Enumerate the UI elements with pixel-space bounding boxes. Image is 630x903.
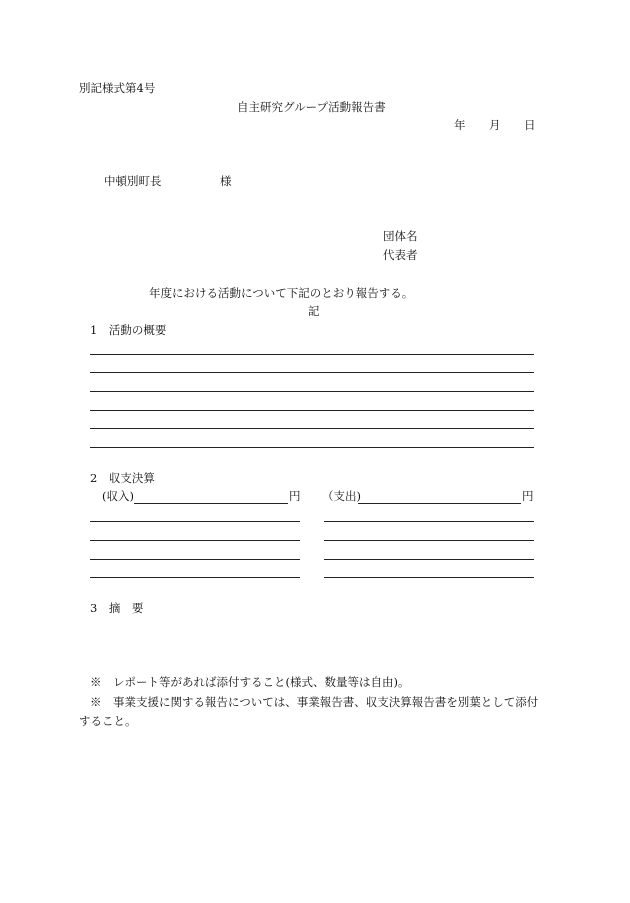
- section3-heading: 3 摘 要: [90, 601, 144, 615]
- writing-line: [324, 559, 534, 560]
- income-yen: 円: [289, 489, 301, 503]
- writing-line: [90, 447, 534, 448]
- income-label: (収入): [102, 489, 134, 503]
- date-year: 年: [454, 118, 466, 132]
- note-2: ※ 事業支援に関する報告については、事業報告書、収支決算報告書を別葉として添付: [90, 695, 539, 709]
- writing-line: [324, 577, 534, 578]
- date-day: 日: [524, 118, 536, 132]
- expense-yen: 円: [522, 489, 534, 503]
- expense-label: （支出): [322, 489, 361, 503]
- expense-total-line: [358, 503, 521, 504]
- addressee-honorific: 様: [220, 174, 232, 188]
- section1-heading: 1 活動の概要: [90, 323, 167, 337]
- writing-line: [90, 372, 534, 373]
- writing-line: [324, 540, 534, 541]
- writing-line: [90, 428, 534, 429]
- date-month: 月: [489, 118, 501, 132]
- writing-line: [90, 559, 300, 560]
- writing-line: [324, 521, 534, 522]
- intro-text: 年度における活動について下記のとおり報告する。: [149, 286, 414, 300]
- section2-heading: 2 収支決算: [90, 471, 155, 485]
- document-title: 自主研究グループ活動報告書: [237, 100, 386, 114]
- note-1: ※ レポート等があれば添付すること(様式、数量等は自由)。: [90, 675, 410, 689]
- writing-line: [90, 354, 534, 355]
- ki-label: 記: [308, 304, 320, 318]
- form-number: 別記様式第4号: [79, 81, 156, 95]
- writing-line: [90, 577, 300, 578]
- income-total-line: [134, 503, 288, 504]
- writing-line: [90, 521, 300, 522]
- representative-label: 代表者: [383, 248, 418, 262]
- group-name-label: 団体名: [383, 229, 418, 243]
- writing-line: [90, 391, 534, 392]
- note-2-continued: すること。: [79, 714, 137, 728]
- writing-line: [90, 410, 534, 411]
- writing-line: [90, 540, 300, 541]
- addressee-name: 中頓別町長: [104, 174, 162, 188]
